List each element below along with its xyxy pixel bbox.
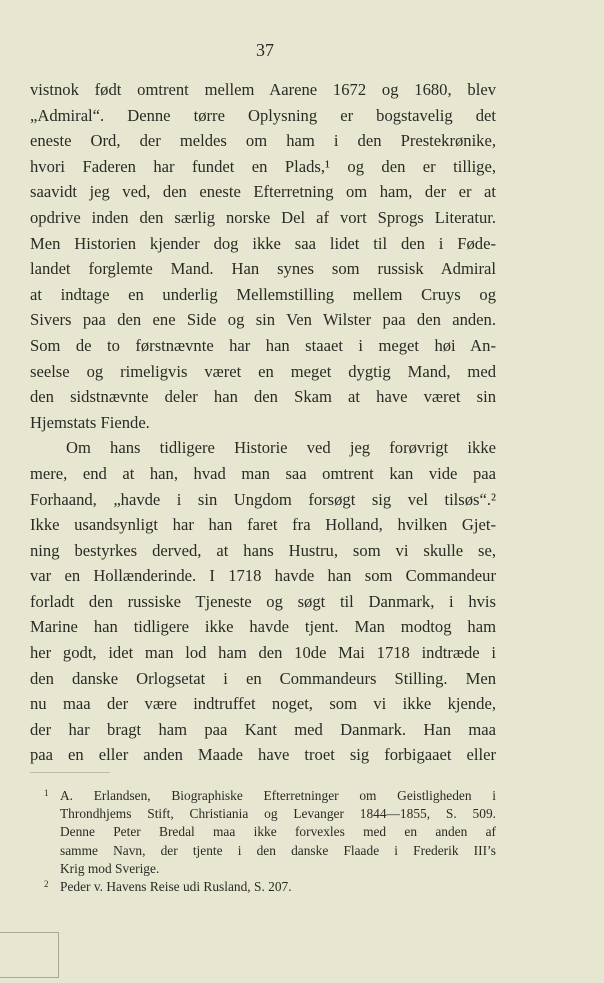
text-line: Men Historien kjender dog ikke saa lidet til den i Føde-	[30, 233, 496, 253]
text-line: Sivers paa den ene Side og sin Ven Wilster paa den anden.	[30, 310, 496, 330]
text-line: Som de to førstnævnte har han staaet i meget høi An-	[30, 335, 496, 355]
text-line: ning bestyrkes derved, at hans Hustru, som vi skulle se,	[30, 540, 496, 560]
text-line: var en Hollænderinde. I 1718 havde han som Commandeur	[30, 566, 496, 586]
text-line: Ikke usandsynligt har han faret fra Holland, hvilken Gjet-	[30, 515, 496, 535]
footnote-marker: 2	[44, 878, 49, 889]
text-line: at indtage en underlig Mellemstilling mellem Cruys og	[30, 284, 496, 304]
text-line: mere, end at han, hvad man saa omtrent kan vide paa	[30, 463, 496, 483]
scan-corner-mark	[0, 932, 59, 978]
text-line: eneste Ord, der meldes om ham i den Prestekrønike,	[30, 131, 496, 151]
footnote-line: Denne Peter Bredal maa ikke forvexles med en anden af	[60, 824, 496, 840]
text-line: saavidt jeg ved, den eneste Efterretning om ham, der er at	[30, 182, 496, 202]
text-line: seelse og rimeligvis været en meget dygtig Mand, med	[30, 361, 496, 381]
text-line: vistnok født omtrent mellem Aarene 1672 og 1680, blev	[30, 80, 496, 99]
paragraph-start-line: Om hans tidligere Historie ved jeg forøvrigt ikke	[66, 438, 496, 458]
footnote-marker: 1	[44, 788, 49, 798]
text-line: Hjemstats Fiende.	[30, 412, 150, 432]
footnote-1	[44, 787, 496, 805]
footnote-line: Krig mod Sverige.	[60, 860, 160, 876]
text-line: Forhaand, „havde i sin Ungdom forsøgt sig vel tilsøs“.²	[30, 489, 496, 509]
text-line: der har bragt ham paa Kant med Danmark. Han maa	[30, 719, 496, 739]
text-line: den danske Orlogsetat i en Commandeurs Stilling. Men	[30, 668, 496, 688]
footnotes	[44, 787, 496, 896]
body-text	[30, 77, 496, 768]
text-line: forladt den russiske Tjeneste og søgt til Danmark, i hvis	[30, 591, 496, 611]
text-line: Marine han tidligere ikke havde tjent. Man modtog ham	[30, 617, 496, 637]
footnote-line: Peder v. Havens Reise udi Rusland, S. 207.	[60, 878, 292, 894]
text-line: opdrive inden den særlig norske Del af vort Sprogs Literatur.	[30, 207, 496, 227]
text-line: her godt, idet man lod ham den 10de Mai 1718 indtræde i	[30, 643, 496, 663]
footnote-2	[44, 878, 496, 896]
text-line: „Admiral“. Denne tørre Oplysning er bogstavelig det	[30, 105, 496, 125]
page-number: 37	[256, 40, 274, 60]
text-line: nu maa der være indtruffet noget, som vi ikke kjende,	[30, 694, 496, 714]
text-line: den sidstnævnte deler han den Skam at have været sin	[30, 387, 496, 407]
footnote-separator	[30, 772, 110, 773]
footnote-line: A. Erlandsen, Biographiske Efterretninger om Geistligheden i	[60, 788, 496, 803]
text-line: hvori Faderen har fundet en Plads,¹ og den er tillige,	[30, 156, 496, 176]
text-line: paa en eller anden Maade have troet sig forbigaaet eller	[30, 745, 496, 765]
footnote-line: samme Navn, der tjente i den danske Flaade i Frederik III’s	[60, 842, 496, 858]
footnote-line: Throndhjems Stift, Christiania og Levanger 1844—1855, S. 509.	[60, 806, 496, 822]
text-line: landet forglemte Mand. Han synes som russisk Admiral	[30, 259, 496, 279]
